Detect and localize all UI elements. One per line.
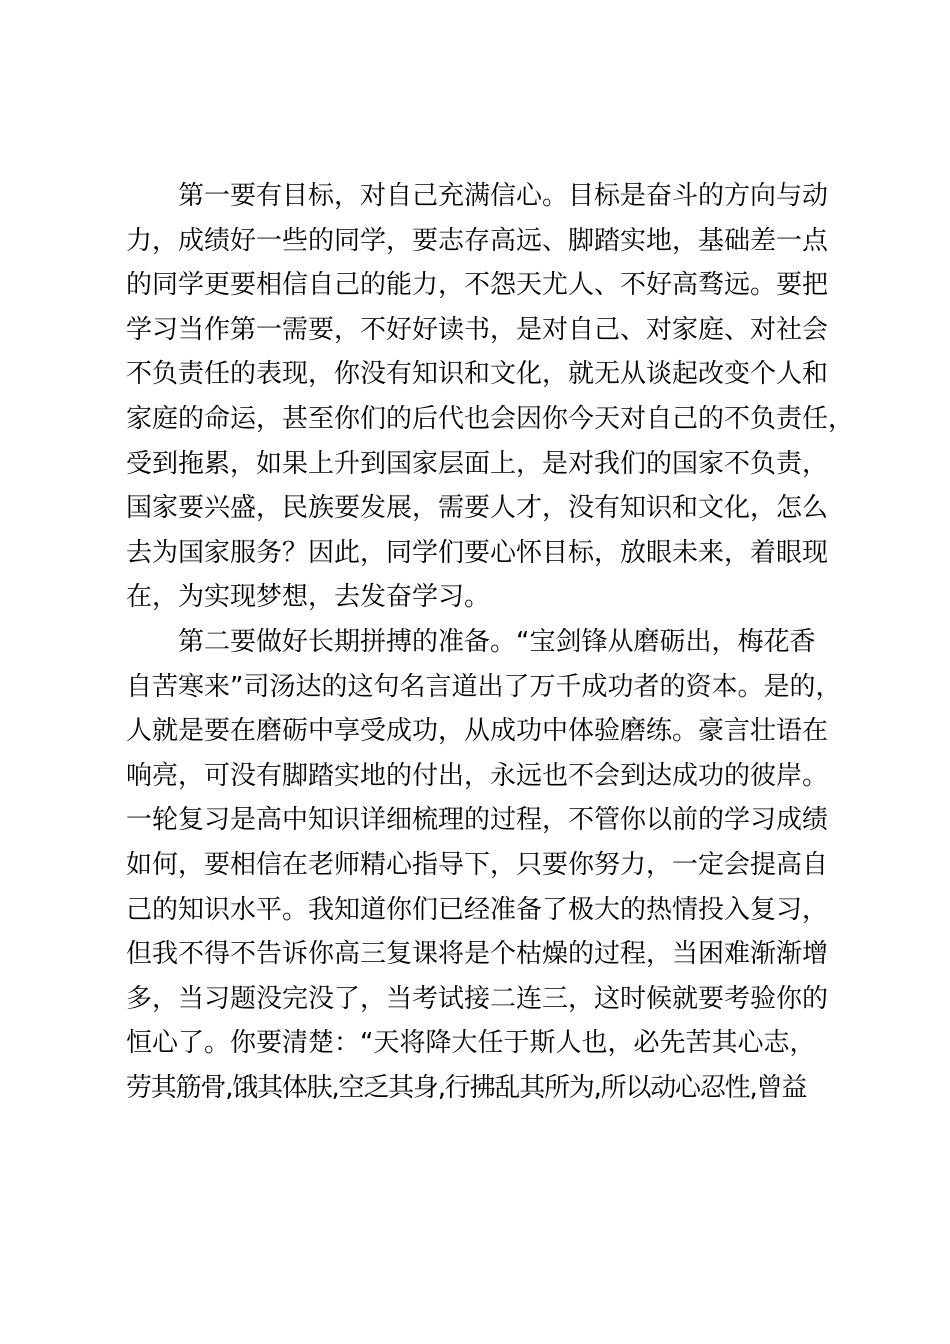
text-line: 第一要有目标，对自己充满信心。目标是奋斗的方向与动 [178,181,829,211]
text-line: 劳其筋骨,饿其体肤,空乏其身,行拂乱其所为,所以动心忍性,曾益 [126,1072,807,1103]
text-line: 国家要兴盛，民族要发展，需要人才，没有知识和文化，怎么 [126,493,829,524]
text-line: 受到拖累，如果上升到国家层面上，是对我们的国家不负责， [126,448,829,479]
paragraph-1 [126,174,866,620]
text-line: 在，为实现梦想，去发奋学习。 [126,582,491,613]
body-text [126,174,866,1110]
text-line: 人就是要在磨砺中享受成功，从成功中体验磨练。豪言壮语在 [126,716,829,747]
text-line: 自苦寒来”司汤达的这句名言道出了万千成功者的资本。是的， [126,671,842,702]
text-line: 如何，要相信在老师精心指导下，只要你努力，一定会提高自 [126,849,829,880]
paragraph-2 [126,620,866,1111]
text-line: 学习当作第一需要，不好好读书，是对自己、对家庭、对社会 [126,314,829,345]
text-line: 去为国家服务？因此，同学们要心怀目标，放眼未来，着眼现 [126,537,829,568]
text-line: 的同学更要相信自己的能力，不怨天尤人、不好高骛远。要把 [126,270,829,301]
text-line: 响亮，可没有脚踏实地的付出，永远也不会到达成功的彼岸。 [126,760,829,791]
text-line: 第二要做好长期拼搏的准备。“宝剑锋从磨砺出，梅花香 [178,626,816,657]
text-line: 多，当习题没完没了，当考试接二连三，这时候就要考验你的 [126,983,829,1014]
text-line: 不负责任的表现，你没有知识和文化，就无从谈起改变个人和 [126,359,829,390]
text-line: 家庭的命运，甚至你们的后代也会因你今天对自己的不负责任， [126,403,855,434]
text-line: 力，成绩好一些的同学，要志存高远、脚踏实地，基础差一点 [126,225,829,256]
text-line: 一轮复习是高中知识详细梳理的过程，不管你以前的学习成绩 [126,805,829,836]
text-line: 恒心了。你要清楚：“天将降大任于斯人也，必先苦其心志， [126,1028,816,1059]
text-line: 但我不得不告诉你高三复课将是个枯燥的过程，当困难渐渐增 [126,939,829,970]
text-line: 己的知识水平。我知道你们已经准备了极大的热情投入复习， [126,894,829,925]
